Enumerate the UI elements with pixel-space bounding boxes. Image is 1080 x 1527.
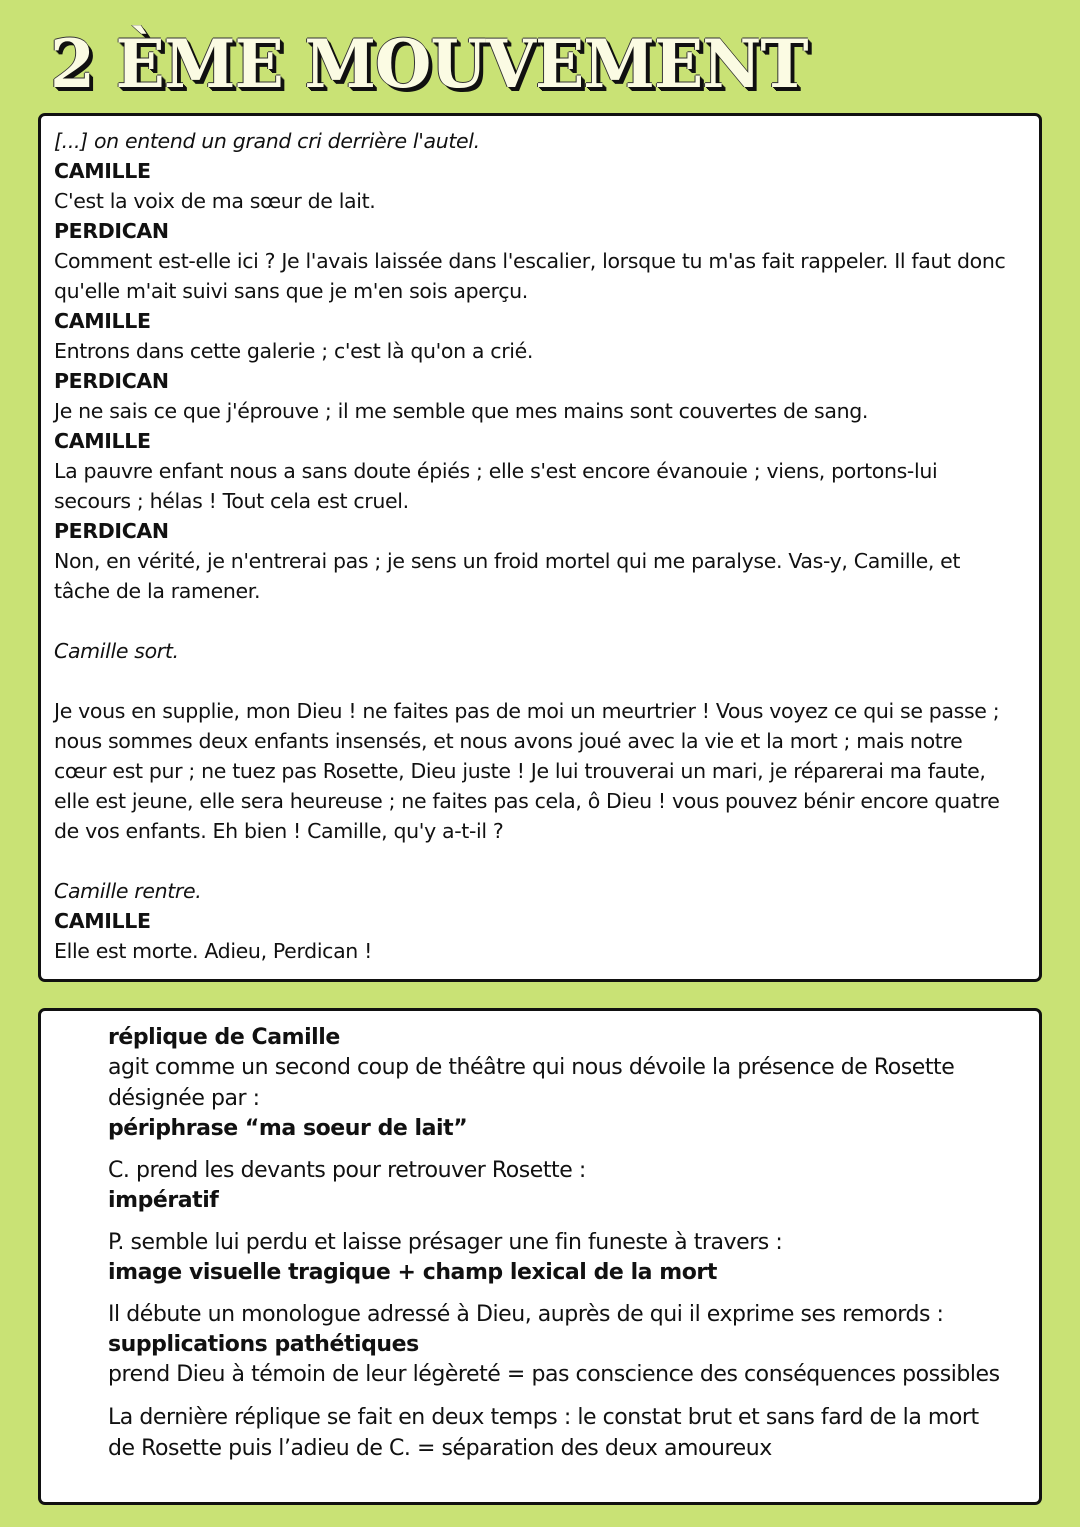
stage-direction: Camille rentre. <box>54 879 202 903</box>
analysis-note <box>108 1156 1025 1216</box>
analysis-note <box>108 1402 1025 1464</box>
note-text: La dernière réplique se fait en deux temps : le constat brut et sans fard de la mort <box>108 1405 979 1430</box>
speaker-name: CAMILLE <box>54 309 151 333</box>
note-text: prend Dieu à témoin de leur légèreté = pas conscience des conséquences possibles <box>108 1362 1000 1387</box>
speech-line: Non, en vérité, je n'entrerai pas ; je sens un froid mortel qui me paralyse. Vas-y, Camille, et <box>54 549 961 573</box>
speech-line: nous sommes deux enfants insensés, et nous avons joué avec la vie et la mort ; mais notre <box>54 729 963 753</box>
blank-line <box>54 846 1025 876</box>
analysis-note <box>108 1228 1025 1288</box>
speech-line: La pauvre enfant nous a sans doute épiés ; elle s'est encore évanouie ; viens, portons-lui <box>54 459 938 483</box>
speech-line: C'est la voix de ma sœur de lait. <box>54 189 376 213</box>
speaker-name: CAMILLE <box>54 909 151 933</box>
speaker-name: CAMILLE <box>54 159 151 183</box>
note-term: image visuelle tragique + champ lexical de la mort <box>108 1260 717 1285</box>
speech-line: de vos enfants. Eh bien ! Camille, qu'y a-t-il ? <box>54 819 504 843</box>
speech-line: cœur est pur ; ne tuez pas Rosette, Dieu juste ! Je lui trouverai un mari, je réparerai ma faute, <box>54 759 986 783</box>
analysis-box <box>38 1008 1042 1505</box>
stage-direction: Camille sort. <box>54 639 179 663</box>
speech-line: Je vous en supplie, mon Dieu ! ne faites pas de moi un meurtrier ! Vous voyez ce qui se passe ; <box>54 699 1000 723</box>
play-excerpt-box <box>38 113 1042 982</box>
speaker-name: CAMILLE <box>54 429 151 453</box>
speech-line: Je ne sais ce que j'éprouve ; il me semble que mes mains sont couvertes de sang. <box>54 399 869 423</box>
speech-line: elle est jeune, elle sera heureuse ; ne faites pas cela, ô Dieu ! vous pouvez bénir encore quatre <box>54 789 1000 813</box>
note-text: C. prend les devants pour retrouver Rosette : <box>108 1158 586 1183</box>
note-term: impératif <box>108 1188 219 1213</box>
page-title: 2 ÈME MOUVEMENT <box>50 25 808 103</box>
speech-line: Entrons dans cette galerie ; c'est là qu'on a crié. <box>54 339 534 363</box>
speech-line: secours ; hélas ! Tout cela est cruel. <box>54 489 409 513</box>
speech-line: Comment est-elle ici ? Je l'avais laissée dans l'escalier, lorsque tu m'as fait rappeler. Il faut donc <box>54 249 1006 273</box>
note-text: désignée par : <box>108 1086 260 1111</box>
note-text: agit comme un second coup de théâtre qui nous dévoile la présence de Rosette <box>108 1055 955 1080</box>
speech-line: qu'elle m'ait suivi sans que je m'en sois aperçu. <box>54 279 528 303</box>
blank-line <box>54 666 1025 696</box>
speaker-name: PERDICAN <box>54 369 169 393</box>
note-text: P. semble lui perdu et laisse présager une fin funeste à travers : <box>108 1230 783 1255</box>
note-term: supplications pathétiques <box>108 1332 419 1357</box>
blank-line <box>54 606 1025 636</box>
note-term: périphrase “ma soeur de lait” <box>108 1116 468 1141</box>
note-text: de Rosette puis l’adieu de C. = séparation des deux amoureux <box>108 1436 772 1461</box>
speech-line: Elle est morte. Adieu, Perdican ! <box>54 939 372 963</box>
analysis-note <box>108 1300 1025 1390</box>
speech-line: tâche de la ramener. <box>54 579 261 603</box>
stage-direction: [...] on entend un grand cri derrière l'autel. <box>54 129 480 153</box>
speaker-name: PERDICAN <box>54 219 169 243</box>
speaker-name: PERDICAN <box>54 519 169 543</box>
note-heading: réplique de Camille <box>108 1025 340 1050</box>
note-text: Il débute un monologue adressé à Dieu, auprès de qui il exprime ses remords : <box>108 1302 944 1327</box>
analysis-note <box>108 1023 1025 1144</box>
